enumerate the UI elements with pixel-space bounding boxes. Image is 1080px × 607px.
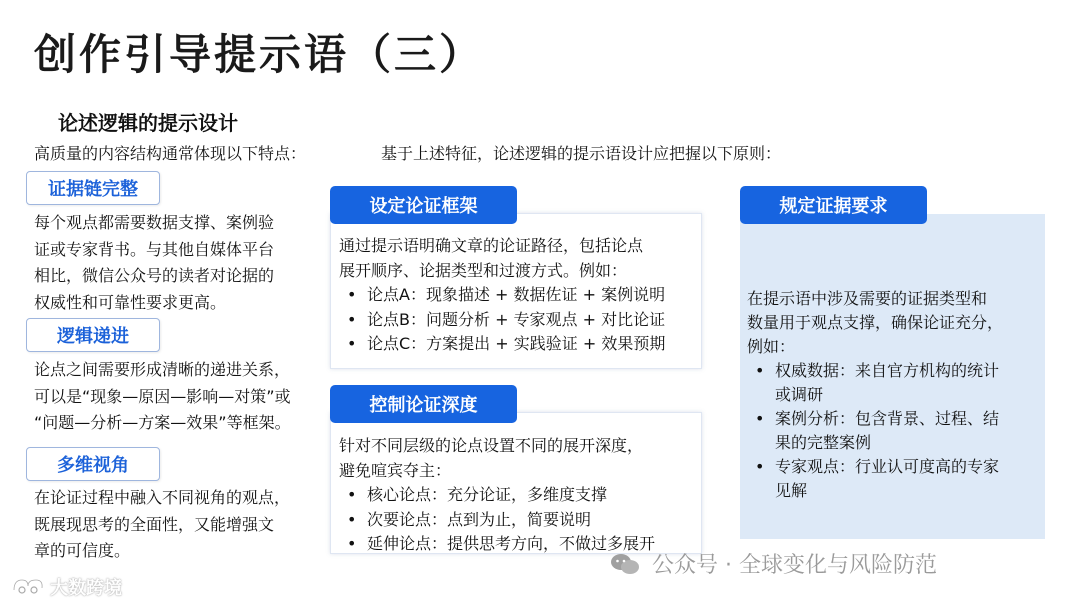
- feature-tag-evidence-chain: 证据链完整: [26, 171, 160, 205]
- section-subtitle: 论述逻辑的提示设计: [58, 111, 238, 135]
- evidence-bullet-list: [747, 359, 1043, 503]
- text-line: 权威性和可靠性要求更高。: [34, 292, 227, 312]
- brand-logo-text: 大数跨境: [50, 578, 122, 599]
- text-line: 证或专家背书。与其他自媒体平台: [34, 239, 275, 259]
- list-item: • 论点B：问题分析 + 专家观点 + 对比论证: [339, 308, 699, 333]
- text-line: 既展现思考的全面性，又能增强文: [34, 514, 275, 534]
- list-item: [747, 455, 1043, 503]
- depth-header: 控制论证深度: [330, 385, 517, 423]
- text-line: 避免喧宾夺主：: [339, 460, 452, 480]
- framework-header: 设定论证框架: [330, 186, 517, 224]
- list-item: [747, 407, 1043, 455]
- text-line: 例如：: [747, 337, 796, 356]
- wechat-watermark: [610, 548, 937, 579]
- feature-logic-progression-text: [34, 357, 334, 437]
- list-item: • 论点C：方案提出 + 实践验证 + 效果预期: [339, 332, 699, 357]
- text-line: 针对不同层级的论点设置不同的展开深度，: [339, 436, 644, 455]
- feature-evidence-chain-text: [34, 210, 334, 316]
- features-intro: 高质量的内容结构通常体现以下特点：: [34, 144, 307, 163]
- text-line: • 权威数据：来自官方机构的统计: [775, 361, 1000, 380]
- text-line: 果的完整案例: [775, 433, 872, 452]
- text-line: 通过提示语明确文章的论证路径，包括论点: [339, 236, 644, 255]
- list-item: [747, 359, 1043, 407]
- list-item: • 延伸论点：提供思考方向，不做过多展开: [339, 532, 699, 557]
- text-line: “问题—分析—方案—效果”等框架。: [34, 413, 291, 432]
- text-line: 可以是“现象—原因—影响—对策”或: [34, 386, 291, 406]
- feature-tag-logic-progression: 逻辑递进: [26, 318, 160, 352]
- evidence-content: [747, 287, 1043, 503]
- evidence-header: 规定证据要求: [740, 186, 927, 224]
- brand-logo: [10, 574, 122, 600]
- text-line: • 案例分析：包含背景、过程、结: [775, 409, 1000, 428]
- text-line: 在论证过程中融入不同视角的观点，: [34, 488, 291, 507]
- watermark-text: 公众号 · 全球变化与风险防范: [652, 553, 937, 578]
- list-item: • 核心论点：充分论证，多维度支撑: [339, 483, 699, 508]
- text-line: 或调研: [775, 385, 824, 404]
- depth-content: [339, 434, 699, 557]
- feature-multi-perspective-text: [34, 485, 334, 565]
- text-line: 每个观点都需要数据支撑、案例验: [34, 213, 275, 232]
- text-line: 论点之间需要形成清晰的递进关系，: [34, 360, 291, 379]
- depth-bullet-list: [339, 483, 699, 557]
- brand-logo-icon: [10, 576, 46, 598]
- text-line: 在提示语中涉及需要的证据类型和: [747, 289, 988, 308]
- list-item: • 论点A：现象描述 + 数据佐证 + 案例说明: [339, 283, 699, 308]
- feature-tag-multi-perspective: 多维视角: [26, 447, 160, 481]
- framework-bullet-list: [339, 283, 699, 357]
- framework-content: [339, 234, 699, 357]
- principles-intro: 基于上述特征，论述逻辑的提示语设计应把握以下原则：: [381, 144, 782, 163]
- list-item: • 次要论点：点到为止，简要说明: [339, 508, 699, 533]
- text-line: 数量用于观点支撑，确保论证充分，: [747, 313, 1004, 332]
- text-line: 章的可信度。: [34, 541, 131, 560]
- text-line: 相比，微信公众号的读者对论据的: [34, 266, 275, 285]
- text-line: 展开顺序、论据类型和过渡方式。例如：: [339, 260, 628, 280]
- text-line: • 专家观点：行业认可度高的专家: [775, 457, 1000, 476]
- text-line: 见解: [775, 481, 808, 500]
- wechat-icon: [610, 553, 640, 575]
- page-title: 创作引导提示语（三）: [34, 30, 485, 79]
